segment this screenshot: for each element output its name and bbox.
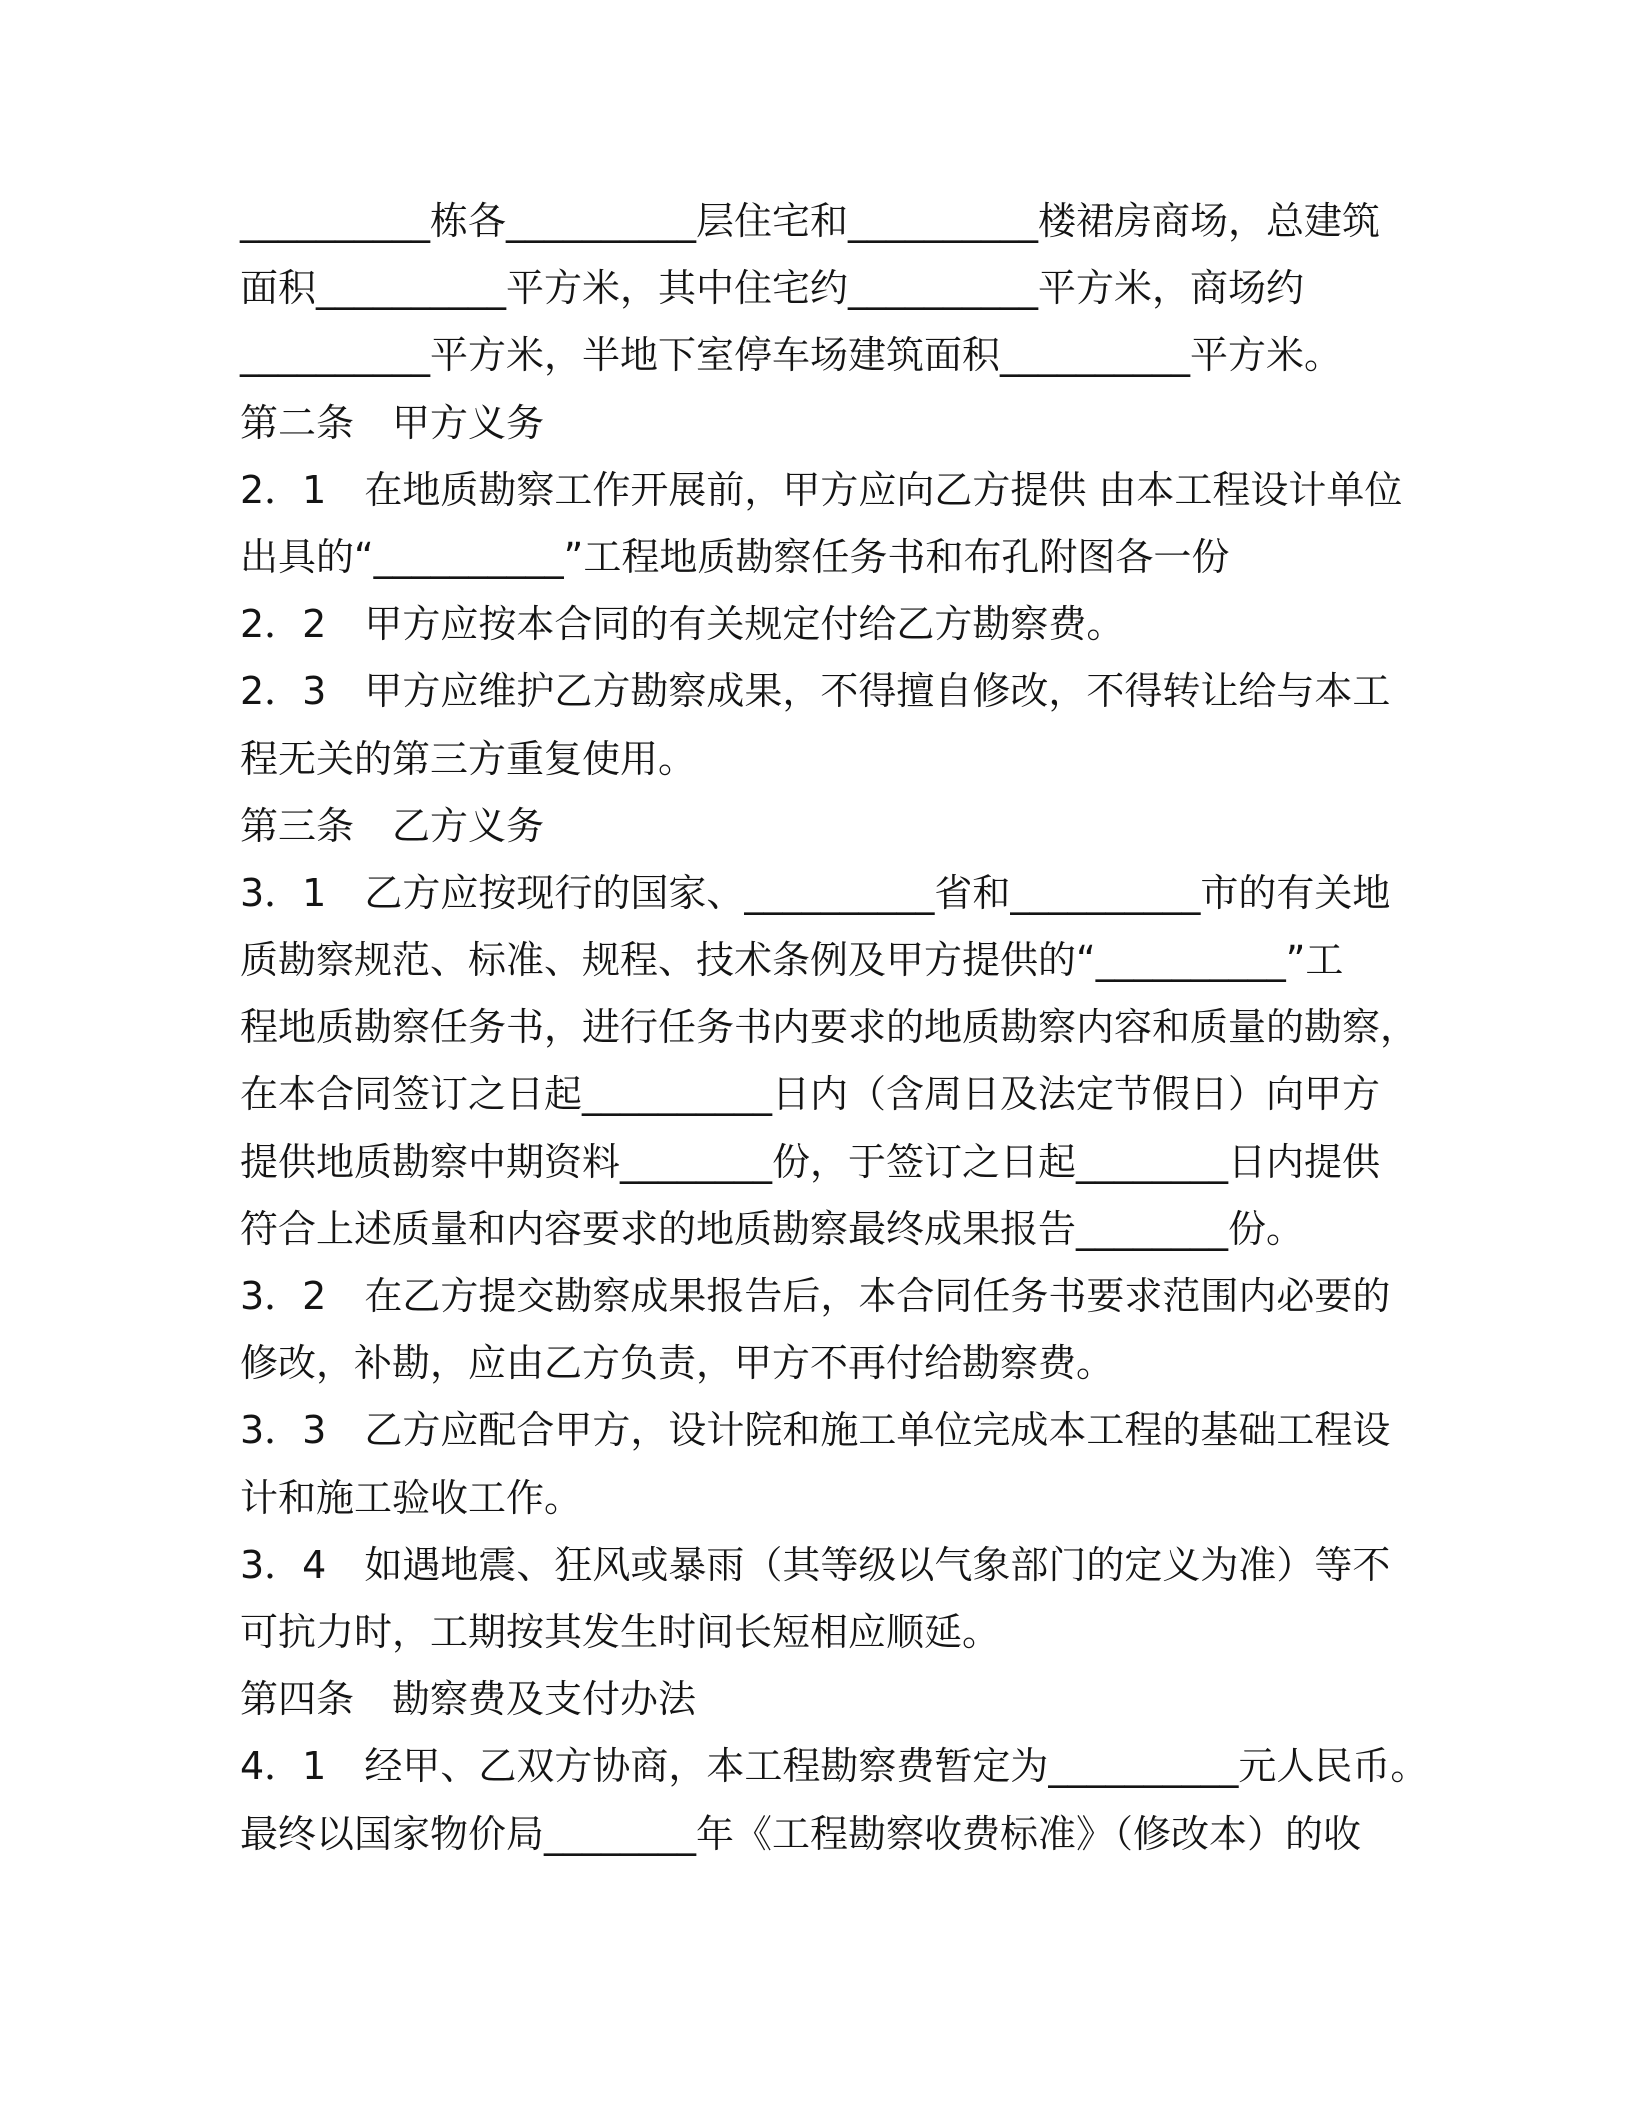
text-line: 可抗力时，工期按其发生时间长短相应顺延。 (240, 1609, 1001, 1654)
section-heading: 第四条 勘察费及支付办法 (240, 1677, 697, 1722)
text-line: 2．3 甲方应维护乙方勘察成果，不得擅自修改，不得转让给与本工 (240, 669, 1391, 714)
text-line: 提供地质勘察中期资料________份，于签订之日起________日内提供 (240, 1139, 1381, 1184)
text-line: 质勘察规范、标准、规程、技术条例及甲方提供的“__________”工 (240, 938, 1344, 983)
text-line: 2．1 在地质勘察工作开展前，甲方应向乙方提供 由本工程设计单位 (240, 467, 1403, 512)
section-heading: 第二条 甲方义务 (240, 400, 545, 445)
text-line: 3．2 在乙方提交勘察成果报告后，本合同任务书要求范围内必要的 (240, 1274, 1391, 1318)
text-line: 3．3 乙方应配合甲方，设计院和施工单位完成本工程的基础工程设 (240, 1408, 1391, 1453)
text-line: 程无关的第三方重复使用。 (240, 736, 697, 781)
text-line: 修改，补勘，应由乙方负责，甲方不再付给勘察费。 (240, 1341, 1115, 1386)
text-line: 最终以国家物价局________年《工程勘察收费标准》（修改本）的收 (240, 1811, 1362, 1856)
text-line: 3．1 乙方应按现行的国家、__________省和__________市的有关地 (240, 870, 1391, 915)
text-line: 4．1 经甲、乙双方协商，本工程勘察费暂定为__________元人民币。 (240, 1744, 1429, 1789)
text-line: __________栋各__________层住宅和__________楼裙房商场，总建筑 (240, 199, 1381, 243)
text-line: 程地质勘察任务书，进行任务书内要求的地质勘察内容和质量的勘察， (240, 1005, 1419, 1050)
text-line: 3．4 如遇地震、狂风或暴雨（其等级以气象部门的定义为准）等不 (240, 1542, 1391, 1587)
text-line: 面积__________平方米，其中住宅约__________平方米，商场约 (240, 266, 1305, 311)
text-line: 2．2 甲方应按本合同的有关规定付给乙方勘察费。 (240, 602, 1125, 647)
text-line: 符合上述质量和内容要求的地质勘察最终成果报告________份。 (240, 1206, 1305, 1251)
text-line: 计和施工验收工作。 (240, 1475, 583, 1520)
text-line: 出具的“__________”工程地质勘察任务书和布孔附图各一份 (240, 534, 1230, 579)
text-line: __________平方米，半地下室停车场建筑面积__________平方米。 (240, 333, 1343, 378)
text-line: 在本合同签订之日起__________日内（含周日及法定节假日）向甲方 (240, 1072, 1381, 1117)
contract-text-body (240, 188, 1429, 1868)
section-heading: 第三条 乙方义务 (240, 803, 545, 848)
